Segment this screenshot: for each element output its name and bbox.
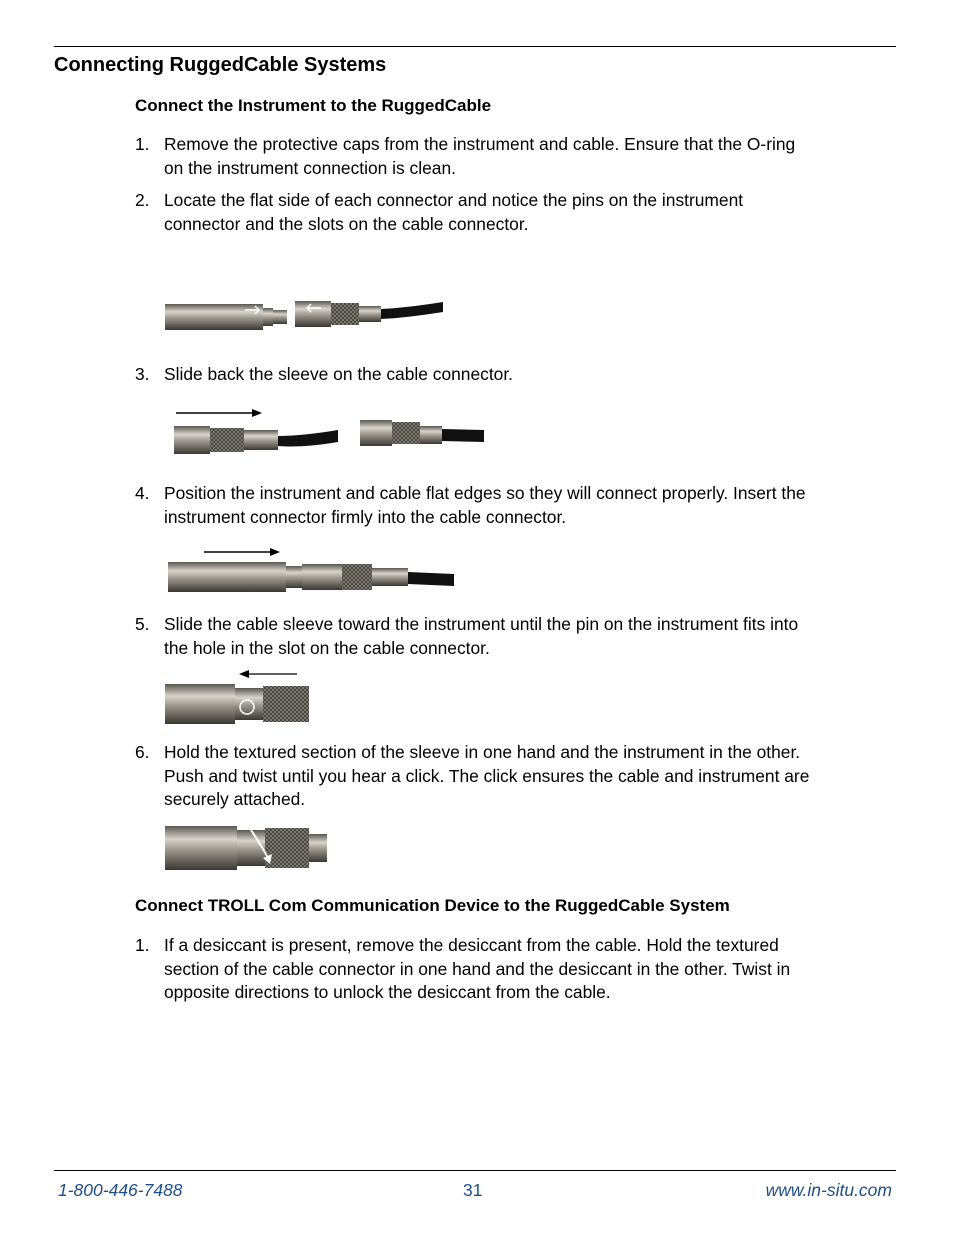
step-number: 6. [135, 742, 150, 762]
step-number: 1. [135, 935, 150, 955]
step-text [164, 934, 864, 1005]
insert-instrument-photo [168, 544, 456, 596]
step-line: Push and twist until you hear a click. The click ensures the cable and instrument are [164, 765, 810, 786]
step-line: connector and the slots on the cable connector. [164, 213, 529, 234]
step-line: instrument connector firmly into the cable connector. [164, 506, 567, 527]
connectors-photo [165, 296, 445, 334]
pin-in-slot-photo [165, 668, 313, 726]
step-line: section of the cable connector in one hand and the desiccant in the other. Twist in [164, 958, 791, 979]
step-number: 1. [135, 134, 150, 154]
footer-phone: 1-800-446-7488 [58, 1180, 183, 1200]
twist-lock-photo [165, 824, 329, 872]
step-number: 3. [135, 364, 150, 384]
subsection-title-instrument: Connect the Instrument to the RuggedCable [135, 96, 492, 115]
step-text [164, 133, 864, 180]
step-line: Locate the flat side of each connector and notice the pins on the instrument [164, 190, 744, 210]
step-line: on the instrument connection is clean. [164, 157, 456, 178]
subsection-title-trollcom: Connect TROLL Com Communication Device to the RuggedCable System [135, 896, 730, 915]
sleeve-slide-photo [172, 404, 488, 460]
step-text [164, 363, 864, 387]
cable-connector [295, 301, 331, 327]
step-line: the hole in the slot on the cable connector. [164, 637, 490, 658]
step-text [164, 741, 864, 812]
footer-rule [54, 1170, 896, 1171]
step-line: Remove the protective caps from the instrument and cable. Ensure that the O-ring [164, 134, 796, 154]
instrument-body [165, 304, 263, 330]
header-rule [54, 46, 896, 47]
step-text [164, 613, 864, 660]
footer-website: www.in-situ.com [765, 1180, 892, 1200]
step-line: If a desiccant is present, remove the desiccant from the cable. Hold the textured [164, 935, 779, 955]
page-number: 31 [463, 1180, 483, 1200]
arrow-left-icon [239, 670, 249, 678]
step-line: Slide back the sleeve on the cable connector. [164, 364, 514, 384]
step-line: Slide the cable sleeve toward the instrument until the pin on the instrument fits into [164, 614, 799, 634]
step-text [164, 482, 864, 529]
step-number: 2. [135, 190, 150, 210]
step-line: Hold the textured section of the sleeve in one hand and the instrument in the other. [164, 742, 801, 762]
step-number: 4. [135, 483, 150, 503]
step-number: 5. [135, 614, 150, 634]
step-line: opposite directions to unlock the desiccant from the cable. [164, 982, 611, 1002]
step-text [164, 189, 864, 236]
step-line: securely attached. [164, 789, 306, 809]
arrow-right-icon [252, 409, 262, 417]
section-title: Connecting RuggedCable Systems [54, 54, 387, 76]
step-line: Position the instrument and cable flat edges so they will connect properly. Insert the [164, 483, 806, 503]
arrow-right-icon [270, 548, 280, 556]
